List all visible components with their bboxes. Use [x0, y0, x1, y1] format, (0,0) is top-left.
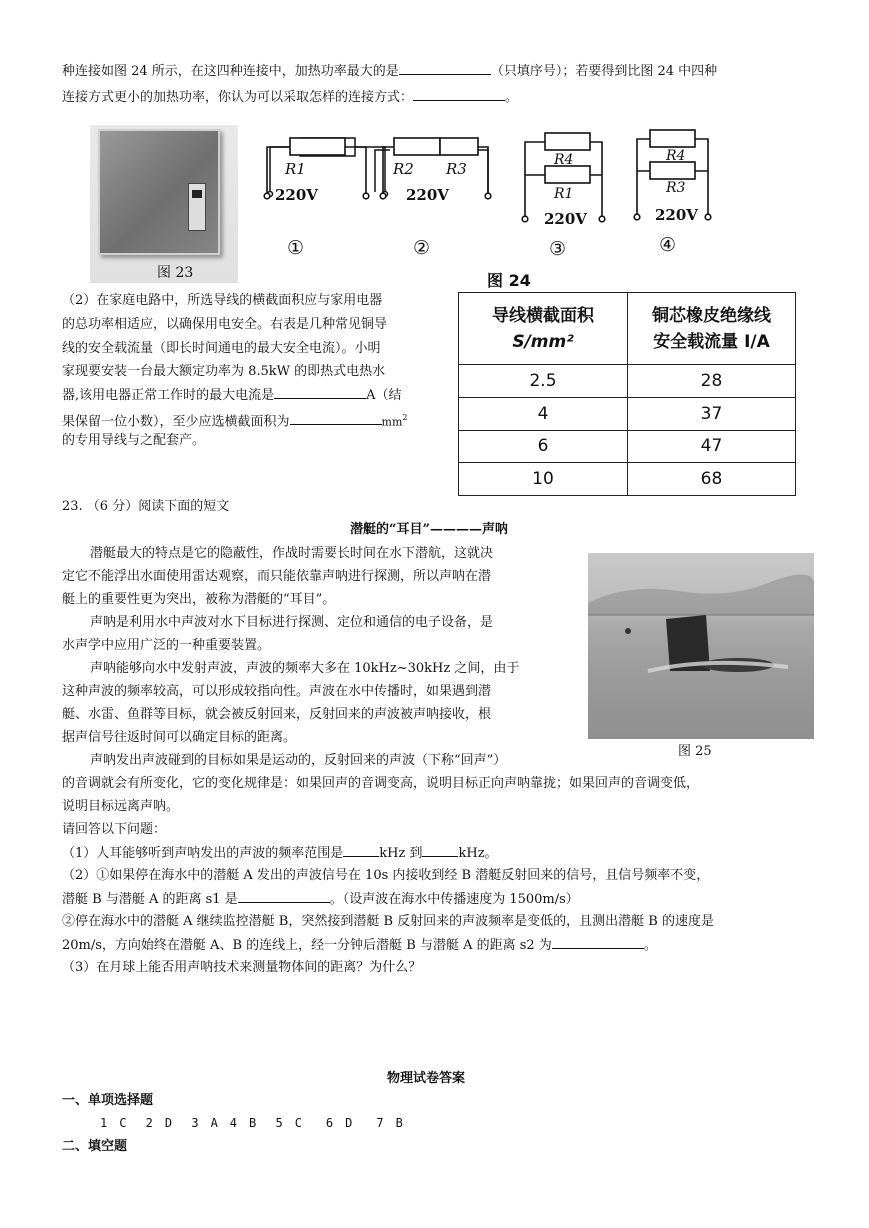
intro-text: 连接方式更小的加热功率，你认为可以采取怎样的连接方式： — [62, 90, 414, 105]
intro-text: （只填序号）；若要得到比图 24 中四种 — [490, 64, 718, 79]
intro-text: 。 — [505, 90, 519, 105]
paragraph-line: 据声信号往返时间可以确定目标的距离。 — [62, 730, 297, 745]
table-cell: 10 — [459, 463, 628, 496]
q-text: 潜艇 B 与潜艇 A 的距离 s1 是 — [62, 892, 238, 907]
label-r1: R1 — [554, 186, 574, 202]
sub-question-2 — [62, 934, 657, 957]
table-row — [459, 365, 796, 398]
voltage-label: 220V — [544, 210, 587, 228]
table-cell: 2.5 — [459, 365, 628, 398]
table-row — [459, 397, 796, 430]
intro-line-2 — [62, 86, 518, 109]
label-r1: R1 — [285, 160, 306, 178]
label-r2: R2 — [393, 160, 414, 178]
q2-line: （2）在家庭电路中，所选导线的横截面积应与家用电器 — [62, 293, 383, 308]
table-row — [459, 463, 796, 496]
answer-blank — [274, 384, 366, 399]
q2-line: 的总功率相适应，以确保用电安全。右表是几种常见铜导 — [62, 317, 388, 332]
figure-25-photo — [588, 553, 814, 739]
paragraph-line: 定它不能浮出水面使用雷达观察，而只能依靠声呐进行探测，所以声呐在潜 — [62, 569, 492, 584]
header-unit: S/mm² — [512, 331, 574, 352]
label-r3: R3 — [666, 180, 686, 196]
table-header-cell — [628, 293, 796, 365]
q-text: 。 — [643, 938, 657, 953]
section-heading: 一、单项选择题 — [62, 1093, 154, 1108]
answer-blank — [413, 86, 505, 101]
header-text: 铜芯橡皮绝缘线 — [652, 305, 771, 326]
intro-line-1 — [62, 60, 717, 83]
answer-blank — [422, 842, 458, 857]
unit-exponent: 2 — [402, 413, 408, 422]
q-text: kHz 到 — [379, 846, 423, 861]
q-text: （1）人耳能够听到声呐发出的声波的频率范围是 — [62, 846, 344, 861]
figure-24-drawing — [250, 122, 720, 284]
paragraph-line: 声呐发出声波碰到的目标如果是运动的，反射回来的声波（下称“回声”） — [90, 753, 507, 768]
header-unit: 安全载流量 I/A — [653, 331, 770, 352]
paragraph-line: 声呐是利用水中声波对水下目标进行探测、定位和通信的电子设备，是 — [90, 615, 494, 630]
header-text: 导线横截面积 — [492, 305, 594, 326]
sub-question-2: （2）①如果停在海水中的潜艇 A 发出的声波信号在 10s 内接收到经 B 潜艇反射回来的信号，且信号频率不变， — [62, 868, 710, 883]
intro-text: 种连接如图 24 所示，在这四种连接中，加热功率最大的是 — [62, 64, 399, 79]
q-text: 。（设声波在海水中传播速度为 1500m/s） — [329, 892, 579, 907]
voltage-label: 220V — [275, 186, 318, 204]
label-r3: R3 — [446, 160, 467, 178]
figure-24-caption: 图 24 — [487, 271, 531, 290]
table-cell: 28 — [628, 365, 796, 398]
ask-line: 请回答以下问题： — [62, 822, 167, 837]
answer-blank — [238, 888, 330, 903]
paragraph-line: 的音调就会有所变化，它的变化规律是：如果回声的音调变高，说明目标正向声呐靠拢；如果回声的音调变低， — [62, 776, 700, 791]
q2-text: 器,该用电器正常工作时的最大电流是 — [62, 388, 275, 403]
section-heading: 二、填空题 — [62, 1139, 128, 1154]
q2-line: 家现要安装一台最大额定功率为 8.5kW 的即热式电热水 — [62, 364, 386, 379]
submarine-image — [588, 553, 814, 739]
table-header-cell — [459, 293, 628, 365]
figure-25-caption: 图 25 — [678, 744, 712, 759]
unit-mm: mm — [381, 415, 403, 429]
q2-text: A（结 — [366, 388, 402, 403]
circuit-number-2: ② — [413, 237, 431, 259]
figure-23-photo — [90, 125, 238, 283]
answer-blank — [552, 934, 644, 949]
sub-question-1 — [62, 842, 498, 865]
paragraph-line: 水声学中应用广泛的一种重要装置。 — [62, 638, 271, 653]
paragraph-line: 艇、水雷、鱼群等目标，就会被反射回来，反射回来的声波被声呐接收，根 — [62, 707, 492, 722]
water-heater-image — [98, 129, 220, 255]
table-cell: 6 — [459, 430, 628, 463]
paragraph-line: 这种声波的频率较高，可以形成较指向性。声波在水中传播时，如果遇到潜 — [62, 684, 492, 699]
label-r4: R4 — [554, 152, 574, 168]
figure-23-caption: 图 23 — [157, 265, 194, 281]
voltage-label: 220V — [406, 186, 449, 204]
paragraph-line: 潜艇最大的特点是它的隐蔽性，作战时需要长时间在水下潜航，这就决 — [90, 546, 494, 561]
table-row — [459, 430, 796, 463]
paragraph-line: 声呐能够向水中发射声波，声波的频率大多在 10kHz~30kHz 之间，由于 — [90, 661, 520, 676]
answer-blank — [343, 842, 379, 857]
choice-answers: 1 C 2 D 3 A 4 B 5 C 6 D 7 B — [100, 1116, 403, 1130]
q2-line — [62, 384, 402, 407]
sub-question-3: （3）在月球上能否用声呐技术来测量物体间的距离？为什么？ — [62, 960, 422, 975]
circuit-number-4: ④ — [659, 234, 677, 256]
table-cell: 68 — [628, 463, 796, 496]
circuit-number-1: ① — [287, 237, 305, 259]
paragraph-line: 艇上的重要性更为突出，被称为潜艇的“耳目”。 — [62, 592, 336, 607]
q2-line: 线的安全载流量（即长时间通电的最大安全电流）。小明 — [62, 341, 381, 356]
voltage-label: 220V — [655, 206, 698, 224]
table-header-row — [459, 293, 796, 365]
wire-current-table — [458, 292, 796, 496]
q2-line: 的专用导线与之配套产。 — [62, 433, 206, 448]
q23-heading: 23. （6 分）阅读下面的短文 — [62, 499, 230, 514]
circuit-number-3: ③ — [549, 238, 567, 260]
answers-title: 物理试卷答案 — [387, 1071, 466, 1086]
article-title: 潜艇的“耳目”————声呐 — [350, 522, 508, 537]
sub-question-2 — [62, 888, 579, 911]
q2-text: 果保留一位小数），至少应选横截面积为 — [62, 414, 290, 430]
table-cell: 47 — [628, 430, 796, 463]
table-cell: 4 — [459, 397, 628, 430]
table-cell: 37 — [628, 397, 796, 430]
q-text: kHz。 — [458, 846, 498, 861]
answer-blank — [399, 60, 491, 75]
label-r4: R4 — [666, 148, 686, 164]
sub-question-2: ②停在海水中的潜艇 A 继续监控潜艇 B，突然接到潜艇 B 反射回来的声波频率是变低的，且测出潜艇 B 的速度是 — [62, 914, 714, 929]
paragraph-line: 说明目标远离声呐。 — [62, 799, 180, 814]
q-text: 20m/s，方向始终在潜艇 A、B 的连线上，经一分钟后潜艇 B 与潜艇 A 的距离 s2 为 — [62, 938, 552, 953]
answer-blank — [290, 410, 382, 425]
